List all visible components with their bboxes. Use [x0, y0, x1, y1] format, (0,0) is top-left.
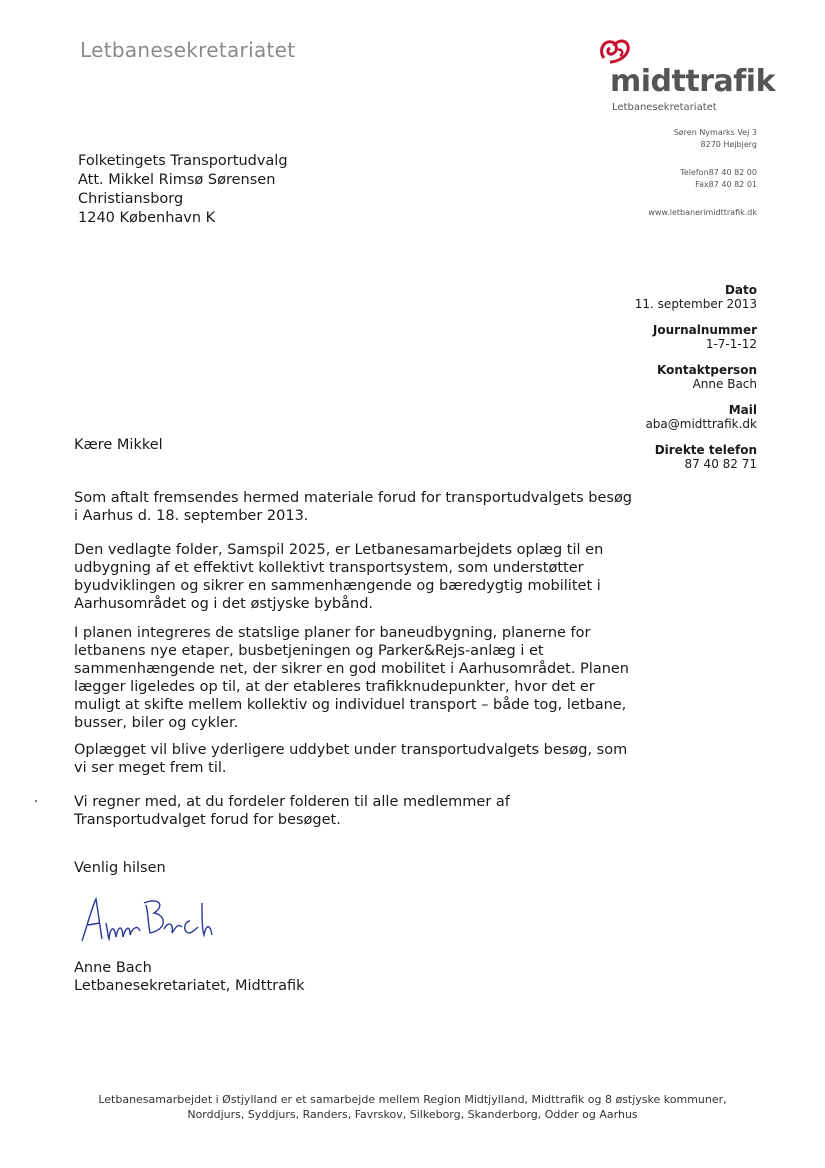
sender-city: 8270 Højbjerg: [700, 140, 757, 149]
paragraph-1: Som aftalt fremsendes hermed materiale forud for transportudvalgets besøg i Aarhus d. 18. september 2013.: [74, 490, 633, 524]
meta-mail-label: Mail: [728, 403, 757, 417]
page-footer: [60, 1092, 765, 1122]
scan-dot: [35, 800, 37, 802]
recipient-line: Att. Mikkel Rimsø Sørensen: [78, 172, 276, 188]
signer-block: [74, 959, 634, 995]
paragraph-2: Den vedlagte folder, Samspil 2025, er Letbanesamarbejdets oplæg til en udbygning af et effektivt kollektivt transportsystem, som understøtter byudviklingen og sikrer en sammenhængende og bæredygtig mobilitet i Aarhusområdet og i det østjyske bybånd.: [74, 542, 604, 612]
paragraph-3: I planen integreres de statslige planer for baneudbygning, planerne for letbanens nye etaper, busbetjeningen og Parker&Rejs-anlæg i et sammenhængende net, der sikrer en god mobilitet i Aarhusområdet. Planen lægger ligeledes op til, at der etableres trafikknudepunkter, hvor det er muligt at skifte mellem kollektiv og individuel transport – både tog, letbane, busser, biler og cykler.: [74, 625, 630, 731]
sender-address: [648, 127, 757, 219]
meta-phone: [635, 443, 757, 471]
closing: Venlig hilsen: [74, 860, 166, 876]
meta-journal-value: 1-7-1-12: [705, 337, 757, 351]
meta-date-value: 11. september 2013: [634, 297, 757, 311]
paragraph-5: Vi regner med, at du fordeler folderen til alle medlemmer af Transportudvalget forud for besøget.: [74, 794, 510, 828]
sender-phone: Telefon87 40 82 00: [680, 168, 757, 177]
meta-mail: [635, 403, 757, 431]
footer-line: Letbanesamarbejdet i Østjylland er et samarbejde mellem Region Midtjylland, Midttrafik og 8 østjyske kommuner,: [98, 1093, 727, 1106]
page-header-title: Letbanesekretariatet: [80, 38, 296, 62]
recipient-line: Christiansborg: [78, 191, 184, 207]
meta-contact: [635, 363, 757, 391]
meta-date: [635, 283, 757, 311]
sender-web: www.letbanerimidttrafik.dk: [648, 208, 757, 217]
sender-street: Søren Nymarks Vej 3: [673, 128, 757, 137]
logo-subtitle: Letbanesekretariatet: [612, 102, 717, 113]
meta-contact-label: Kontaktperson: [656, 363, 757, 377]
signer-name: Anne Bach: [74, 960, 152, 976]
signer-org: Letbanesekretariatet, Midttrafik: [74, 978, 305, 994]
sender-fax: Fax87 40 82 01: [695, 180, 757, 189]
letter-meta: [635, 283, 757, 483]
footer-line: Norddjurs, Syddjurs, Randers, Favrskov, Silkeborg, Skanderborg, Odder og Aarhus: [187, 1108, 638, 1121]
meta-date-label: Dato: [724, 283, 757, 297]
meta-contact-value: Anne Bach: [692, 377, 757, 391]
handwritten-signature: [78, 893, 228, 949]
meta-journal-label: Journalnummer: [652, 323, 757, 337]
meta-mail-value: aba@midttrafik.dk: [645, 417, 757, 431]
logo-wordmark: midttrafik: [610, 64, 776, 99]
recipient-line: Folketingets Transportudvalg: [78, 153, 288, 169]
salutation: Kære Mikkel: [74, 437, 163, 453]
meta-journal: [635, 323, 757, 351]
meta-phone-value: 87 40 82 71: [684, 457, 757, 471]
midttrafik-logo: [594, 36, 776, 116]
meta-phone-label: Direkte telefon: [654, 443, 757, 457]
recipient-address: [78, 152, 288, 228]
paragraph-4: Oplægget vil blive yderligere uddybet under transportudvalgets besøg, som vi ser meget frem til.: [74, 742, 628, 776]
recipient-line: 1240 København K: [78, 210, 216, 226]
